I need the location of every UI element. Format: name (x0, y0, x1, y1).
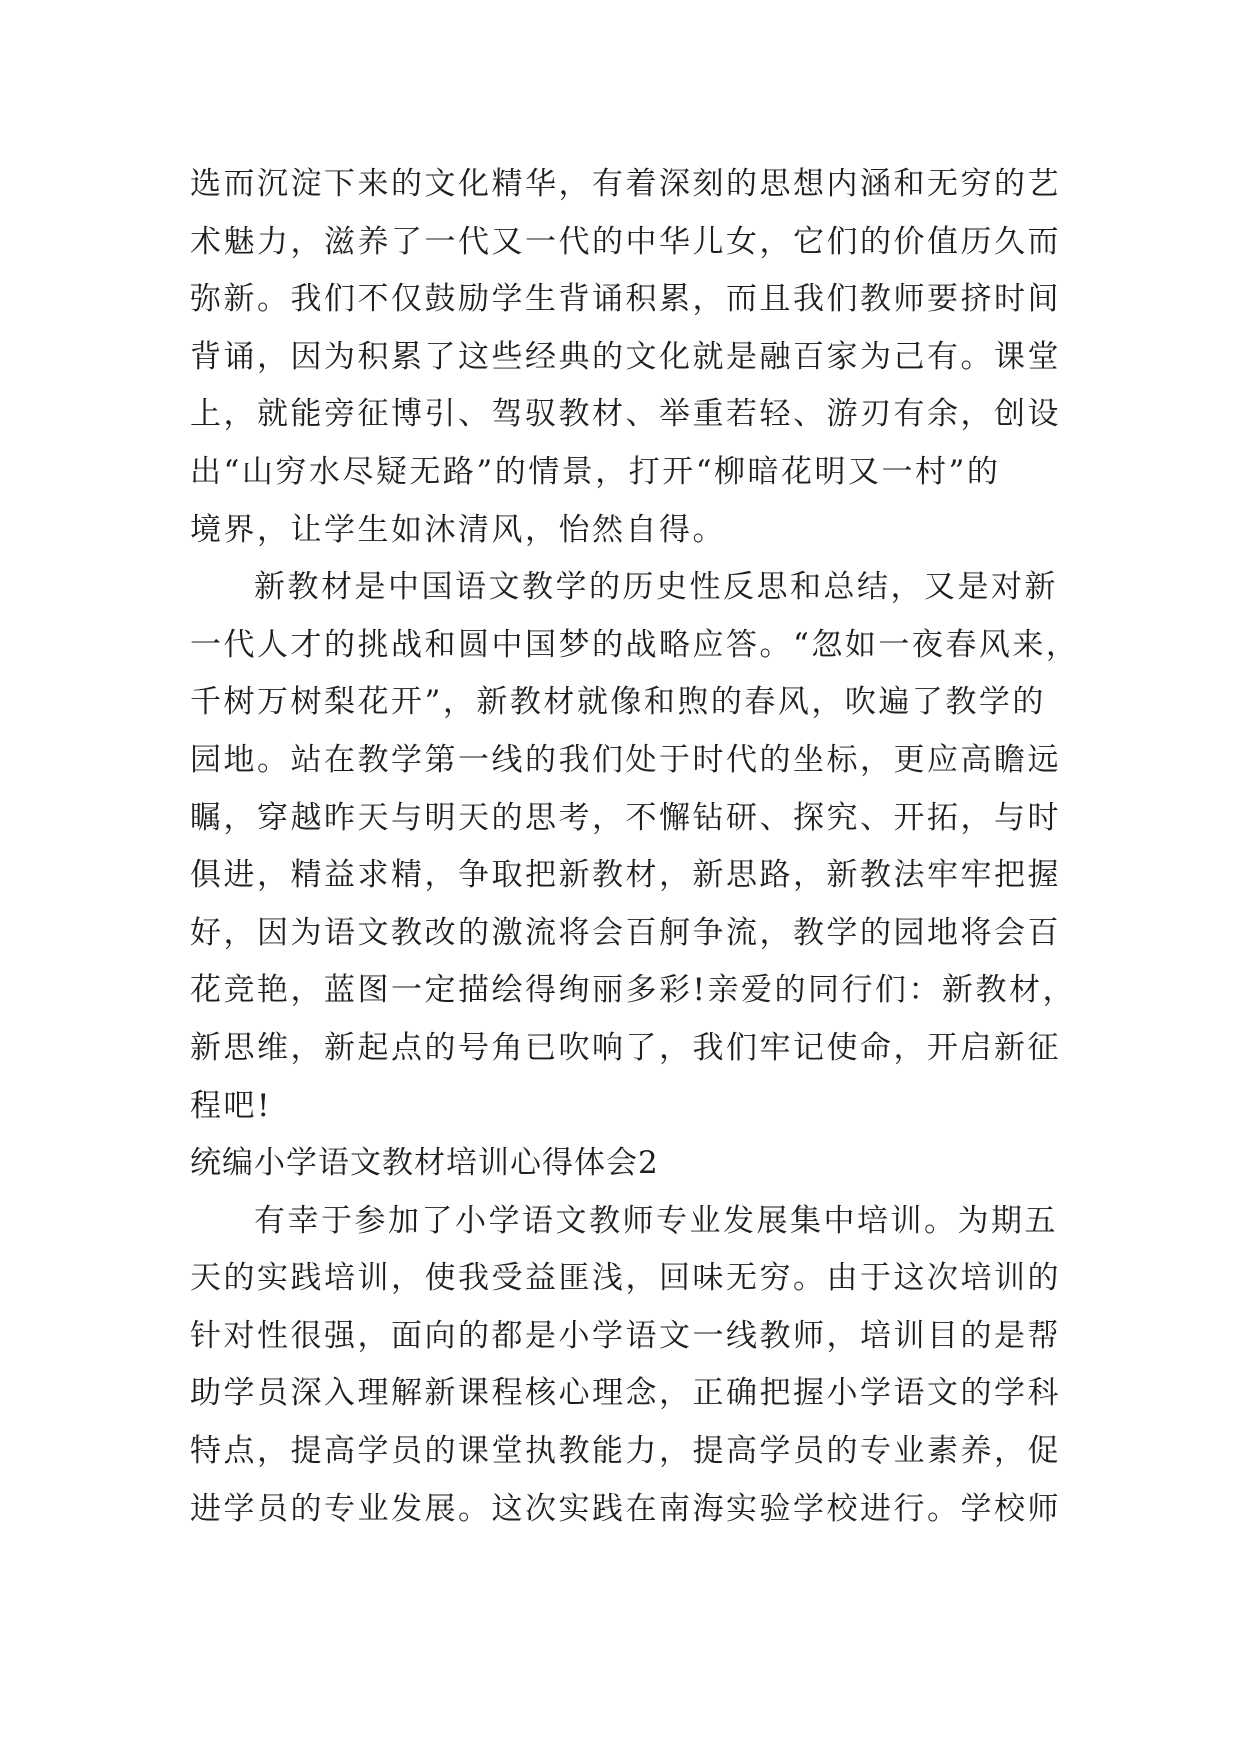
text-line: 术魅力，滋养了一代又一代的中华儿女，它们的价值历久而 (190, 223, 1061, 260)
text-line: 选而沉淀下来的文化精华，有着深刻的思想内涵和无穷的艺 (190, 166, 1061, 202)
text-line: 园地。站在教学第一线的我们处于时代的坐标，更应高瞻远 (190, 741, 1061, 778)
text-line: 背诵，因为积累了这些经典的文化就是融百家为己有。课堂 (190, 338, 1061, 375)
text-line: 新教材是中国语文教学的历史性反思和总结，又是对新 (254, 569, 1058, 606)
text-line: 花竞艳，蓝图一定描绘得绚丽多彩!亲爱的同行们：新教材， (190, 972, 1076, 1009)
text-line: 程吧! (190, 1087, 272, 1124)
text-line: 千树万树梨花开”，新教材就像和煦的春风，吹遍了教学的 (190, 684, 1046, 721)
text-line: 助学员深入理解新课程核心理念，正确把握小学语文的学科 (190, 1375, 1061, 1412)
text-line: 进学员的专业发展。这次实践在南海实验学校进行。学校师 (190, 1490, 1061, 1527)
paragraph-3 (190, 1193, 1070, 1539)
text-line: 弥新。我们不仅鼓励学生背诵积累，而且我们教师要挤时间 (190, 281, 1061, 318)
text-line: 一代人才的挑战和圆中国梦的战略应答。“忽如一夜春风来， (190, 626, 1080, 663)
text-line: 上，就能旁征博引、驾驭教材、举重若轻、游刃有余，创设 (190, 396, 1061, 433)
paragraph-2 (190, 559, 1080, 1135)
paragraph-1 (190, 156, 1070, 559)
text-line: 特点，提高学员的课堂执教能力，提高学员的专业素养，促 (190, 1433, 1061, 1470)
text-line: 天的实践培训，使我受益匪浅，回味无穷。由于这次培训的 (190, 1260, 1061, 1297)
text-line: 俱进，精益求精，争取把新教材，新思路，新教法牢牢把握 (190, 857, 1061, 894)
text-line: 针对性很强，面向的都是小学语文一线教师，培训目的是帮 (190, 1317, 1061, 1354)
document-body (190, 156, 1080, 1538)
text-line: 境界，让学生如沐清风，怡然自得。 (190, 511, 726, 548)
section-heading: 统编小学语文教材培训心得体会2 (190, 1145, 659, 1182)
text-line: 好，因为语文教改的激流将会百舸争流，教学的园地将会百 (190, 914, 1061, 951)
text-line: 有幸于参加了小学语文教师专业发展集中培训。为期五 (254, 1202, 1058, 1239)
text-line: 出“山穷水尽疑无路”的情景，打开“柳暗花明又一村”的 (190, 453, 1001, 490)
text-line: 瞩，穿越昨天与明天的思考，不懈钻研、探究、开拓，与时 (190, 799, 1061, 836)
text-line: 新思维，新起点的号角已吹响了，我们牢记使命，开启新征 (190, 1029, 1061, 1066)
